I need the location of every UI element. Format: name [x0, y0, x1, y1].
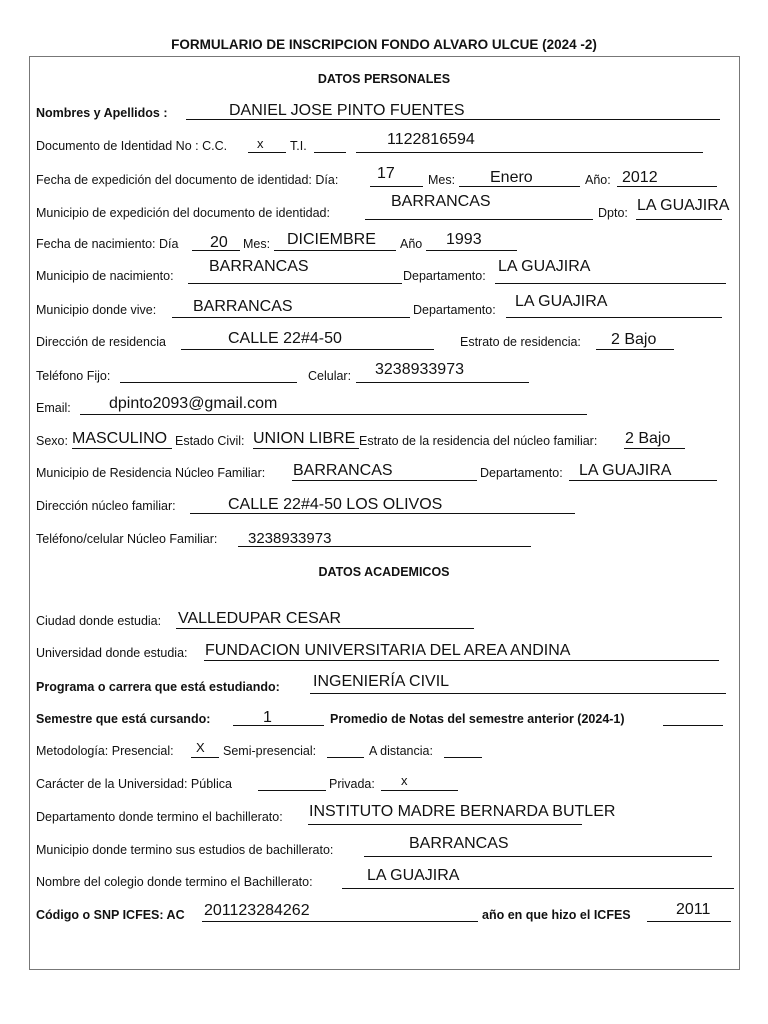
nombres-value[interactable]: DANIEL JOSE PINTO FUENTES — [229, 102, 465, 119]
estrato-label: Estrato de residencia: — [460, 335, 581, 349]
caracter-label: Carácter de la Universidad: Pública — [36, 777, 232, 791]
dia-nac-value[interactable]: 20 — [210, 234, 228, 251]
direccion-value[interactable]: CALLE 22#4-50 — [228, 330, 342, 347]
privada-label: Privada: — [329, 777, 375, 791]
dpto-nucleo-line — [569, 480, 717, 481]
distancia-line — [444, 757, 482, 758]
anio-nac-line — [426, 250, 517, 251]
semi-presencial-label: Semi-presencial: — [223, 744, 317, 758]
dpto-bachillerato-line — [308, 824, 582, 825]
mes-nac-line — [274, 250, 396, 251]
anio-exp-value[interactable]: 2012 — [622, 169, 658, 186]
promedio-label: Promedio de Notas del semestre anterior (2024-1) — [330, 712, 625, 726]
semestre-value[interactable]: 1 — [263, 709, 272, 726]
ti-label: T.I. — [290, 139, 307, 153]
semi-presencial-line — [327, 757, 364, 758]
ciudad-estudia-value[interactable]: VALLEDUPAR CESAR — [178, 610, 342, 627]
cc-mark[interactable]: x — [257, 136, 264, 151]
presencial-mark[interactable]: X — [196, 740, 205, 755]
programa-label: Programa o carrera que está estudiando: — [36, 680, 280, 694]
direccion-nucleo-label: Dirección núcleo familiar: — [36, 499, 176, 513]
departamento-nucleo-label: Departamento: — [480, 466, 563, 480]
estrato-nucleo-line — [624, 448, 685, 449]
municipio-bachillerato-label: Municipio donde termino sus estudios de bachillerato: — [36, 843, 334, 857]
anio-exp-label: Año: — [585, 173, 611, 187]
cc-line — [248, 152, 286, 153]
anio-icfes-value[interactable]: 2011 — [676, 901, 711, 918]
celular-line — [356, 382, 529, 383]
nombres-label: Nombres y Apellidos : — [36, 106, 168, 120]
municipio-bachillerato-value[interactable]: BARRANCAS — [409, 835, 509, 852]
dpto-vive-line — [506, 317, 722, 318]
anio-icfes-label: año en que hizo el ICFES — [482, 908, 631, 922]
mes-exp-value[interactable]: Enero — [490, 169, 533, 186]
universidad-line — [204, 660, 719, 661]
estado-civil-value[interactable]: UNION LIBRE — [253, 430, 356, 447]
mes-nac-value[interactable]: DICIEMBRE — [287, 231, 376, 248]
municipio-nucleo-label: Municipio de Residencia Núcleo Familiar: — [36, 466, 266, 480]
estado-civil-line — [253, 448, 359, 449]
colegio-value[interactable]: LA GUAJIRA — [367, 867, 460, 884]
ciudad-estudia-line — [176, 628, 474, 629]
municipio-vive-value[interactable]: BARRANCAS — [193, 298, 293, 315]
municipio-nucleo-value[interactable]: BARRANCAS — [293, 462, 393, 479]
telefono-fijo-line — [120, 382, 297, 383]
form-title: FORMULARIO DE INSCRIPCION FONDO ALVARO ULCUE (2024 -2) — [171, 37, 597, 52]
colegio-label: Nombre del colegio donde termino el Bachillerato: — [36, 875, 313, 889]
estrato-line — [596, 349, 674, 350]
sexo-label: Sexo: — [36, 434, 68, 448]
email-line — [80, 414, 587, 415]
semestre-line — [233, 725, 324, 726]
documento-label: Documento de Identidad No : C.C. — [36, 139, 228, 153]
dpto-nucleo-value[interactable]: LA GUAJIRA — [579, 462, 672, 479]
dpto-exp-line — [636, 219, 722, 220]
telefono-nucleo-label: Teléfono/celular Núcleo Familiar: — [36, 532, 218, 546]
anio-nac-label: Año — [400, 237, 423, 251]
semestre-label: Semestre que está cursando: — [36, 712, 211, 726]
privada-mark[interactable]: x — [401, 773, 408, 788]
fecha-nac-label: Fecha de nacimiento: Día — [36, 237, 179, 251]
dia-exp-value[interactable]: 17 — [377, 165, 395, 182]
publica-line — [258, 790, 326, 791]
mes-nac-label: Mes: — [243, 237, 271, 251]
metodologia-label: Metodología: Presencial: — [36, 744, 174, 758]
dpto-bachillerato-label: Departamento donde termino el bachillerato: — [36, 810, 283, 824]
promedio-line — [663, 725, 723, 726]
fecha-exp-label: Fecha de expedición del documento de identidad: Día: — [36, 173, 339, 187]
privada-line — [381, 790, 458, 791]
municipio-vive-label: Municipio donde vive: — [36, 303, 157, 317]
programa-line — [310, 693, 726, 694]
dpto-vive-value[interactable]: LA GUAJIRA — [515, 293, 608, 310]
municipio-nac-value[interactable]: BARRANCAS — [209, 258, 309, 275]
celular-value[interactable]: 3238933973 — [375, 361, 464, 378]
universidad-label: Universidad donde estudia: — [36, 646, 188, 660]
municipio-exp-line — [365, 219, 593, 220]
ciudad-estudia-label: Ciudad donde estudia: — [36, 614, 162, 628]
presencial-line — [191, 757, 219, 758]
estrato-nucleo-value[interactable]: 2 Bajo — [625, 430, 671, 447]
municipio-exp-value[interactable]: BARRANCAS — [391, 193, 491, 210]
dia-exp-line — [370, 186, 423, 187]
email-value[interactable]: dpinto2093@gmail.com — [109, 395, 278, 412]
codigo-icfes-value[interactable]: 201123284262 — [204, 902, 310, 919]
colegio-line — [342, 888, 734, 889]
municipio-exp-label: Municipio de expedición del documento de identidad: — [36, 206, 330, 220]
codigo-icfes-label: Código o SNP ICFES: AC — [36, 908, 185, 922]
estrato-nucleo-label: Estrato de la residencia del núcleo familiar: — [359, 434, 598, 448]
municipio-nac-label: Municipio de nacimiento: — [36, 269, 174, 283]
sexo-value[interactable]: MASCULINO — [72, 430, 168, 447]
dpto-bachillerato-value[interactable]: INSTITUTO MADRE BERNARDA BUTLER — [309, 803, 616, 820]
estrato-value[interactable]: 2 Bajo — [611, 331, 657, 348]
direccion-nucleo-value[interactable]: CALLE 22#4-50 LOS OLIVOS — [228, 496, 443, 513]
celular-label: Celular: — [308, 369, 352, 383]
email-label: Email: — [36, 401, 71, 415]
documento-line — [356, 152, 703, 153]
mes-exp-label: Mes: — [428, 173, 456, 187]
municipio-nac-line — [188, 283, 402, 284]
programa-value[interactable]: INGENIERÍA CIVIL — [313, 673, 450, 690]
distancia-label: A distancia: — [369, 744, 433, 758]
direccion-line — [181, 349, 434, 350]
documento-value[interactable]: 1122816594 — [387, 131, 475, 148]
telefono-fijo-label: Teléfono Fijo: — [36, 369, 111, 383]
departamento-vive-label: Departamento: — [413, 303, 496, 317]
municipio-bachillerato-line — [364, 856, 712, 857]
estado-civil-label: Estado Civil: — [175, 434, 245, 448]
dpto-nac-value[interactable]: LA GUAJIRA — [498, 258, 591, 275]
departamento-nac-label: Departamento: — [403, 269, 486, 283]
anio-nac-value[interactable]: 1993 — [446, 231, 482, 248]
municipio-nucleo-line — [292, 480, 477, 481]
dpto-exp-value[interactable]: LA GUAJIRA — [637, 197, 730, 214]
section-datos-personales: DATOS PERSONALES — [317, 72, 451, 86]
direccion-label: Dirección de residencia — [36, 335, 166, 349]
municipio-vive-line — [172, 317, 410, 318]
sexo-line — [72, 448, 172, 449]
dpto-exp-label: Dpto: — [598, 206, 628, 220]
section-datos-academicos: DATOS ACADEMICOS — [318, 565, 450, 579]
dpto-nac-line — [495, 283, 726, 284]
anio-icfes-line — [647, 921, 731, 922]
universidad-value[interactable]: FUNDACION UNIVERSITARIA DEL AREA ANDINA — [205, 642, 571, 659]
telefono-nucleo-value[interactable]: 3238933973 — [248, 530, 332, 547]
codigo-icfes-line — [202, 921, 478, 922]
ti-line — [314, 152, 346, 153]
